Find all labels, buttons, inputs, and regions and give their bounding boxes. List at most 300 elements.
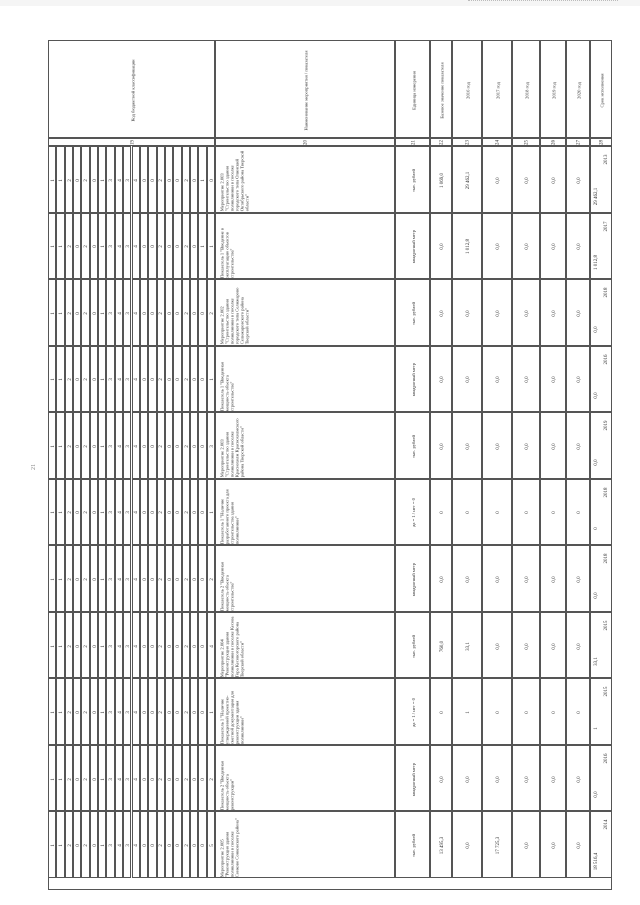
code-value: 2 <box>83 445 90 448</box>
code-value: 4 <box>133 511 140 515</box>
code-cell <box>65 545 73 612</box>
code-cell <box>182 545 190 612</box>
row-value: 0,0 <box>576 376 582 384</box>
code-cell <box>173 678 181 745</box>
code-cell <box>81 745 89 812</box>
code-cell <box>90 612 98 679</box>
value-cell <box>540 146 566 213</box>
row-label: Показатель 2 "Введенная мощность объекта реконструкции" <box>218 761 234 811</box>
row-year: 2019 <box>604 420 610 431</box>
code-cell <box>148 811 156 878</box>
row-value: 0,0 <box>524 443 530 450</box>
row-value: 0,0 <box>551 576 557 583</box>
code-cell <box>98 545 106 612</box>
code-value: 1 <box>49 844 56 848</box>
value-cell <box>452 745 482 812</box>
row-label: Мероприятие 2.002 "Строительство здания поликлиники в поселке городского типа Селижарово Селижаровского района Тверской области" <box>218 287 249 345</box>
code-value: 0 <box>191 578 198 581</box>
row-year: 2015 <box>604 620 610 631</box>
code-cell <box>132 346 140 413</box>
code-value: 0 <box>91 711 98 714</box>
code-value: 4 <box>116 245 123 249</box>
code-cell <box>115 412 123 479</box>
total-cell <box>590 213 612 280</box>
code-cell <box>207 745 215 812</box>
code-cell <box>65 479 73 546</box>
code-value: 3 <box>108 644 115 648</box>
column-number-cell <box>48 138 215 146</box>
code-value: 4 <box>133 644 140 648</box>
code-value: 0 <box>141 844 148 848</box>
code-value: 0 <box>174 245 181 249</box>
code-value: 2 <box>66 378 73 382</box>
code-value: 2 <box>158 445 165 448</box>
code-value: 3 <box>108 777 115 781</box>
code-cell <box>198 545 206 612</box>
code-cell <box>115 811 123 878</box>
row-value: 0,0 <box>495 310 501 317</box>
row-value: 0,0 <box>576 310 582 317</box>
row-total: 0,0 <box>594 592 600 599</box>
code-cell <box>190 678 198 745</box>
code-cell <box>190 612 198 679</box>
code-value: 1 <box>208 378 215 382</box>
row-year: 2015 <box>604 686 610 697</box>
total-cell <box>590 479 612 546</box>
code-value: 0 <box>74 578 81 581</box>
code-value: 3 <box>124 245 131 249</box>
code-value: 2 <box>183 178 190 182</box>
row-value: 0,0 <box>495 576 501 583</box>
code-cell <box>73 678 81 745</box>
value-cell <box>566 612 590 679</box>
code-cell <box>115 146 123 213</box>
code-value: 1 <box>58 378 65 382</box>
row-value: 0,0 <box>551 443 557 450</box>
value-cell <box>512 479 540 546</box>
code-value: 0 <box>199 378 206 382</box>
code-value: 0 <box>74 445 81 448</box>
code-value: 3 <box>124 777 131 781</box>
code-value: 2 <box>83 777 90 781</box>
code-value: 3 <box>108 711 115 714</box>
code-value: 1 <box>208 511 215 515</box>
code-value: 0 <box>149 578 156 581</box>
code-cell <box>140 346 148 413</box>
row-base: 0,0 <box>439 243 445 250</box>
code-value: 2 <box>66 245 73 249</box>
code-cell <box>173 545 181 612</box>
row-base: 1 069,0 <box>439 172 445 188</box>
code-value: 0 <box>174 312 181 315</box>
row-total: 0,0 <box>594 791 600 799</box>
code-value: 1 <box>58 511 65 515</box>
code-value: 0 <box>199 777 206 781</box>
row-value: 0 <box>551 511 557 515</box>
code-value: 0 <box>166 245 173 249</box>
header-cell <box>215 40 395 138</box>
code-cell <box>132 412 140 479</box>
value-cell <box>540 479 566 546</box>
base-cell <box>430 412 452 479</box>
value-cell <box>452 213 482 280</box>
code-value: 1 <box>58 445 65 448</box>
column-number-cell <box>430 138 452 146</box>
code-cell <box>81 146 89 213</box>
code-value: 0 <box>166 178 173 182</box>
code-value: 3 <box>124 445 131 448</box>
header-cell <box>590 40 612 138</box>
code-value: 0 <box>74 378 81 382</box>
row-value: 0,0 <box>465 842 471 849</box>
code-cell <box>65 811 73 878</box>
row-value: 0,0 <box>576 642 582 650</box>
code-value: 2 <box>66 178 73 182</box>
code-value: 0 <box>199 844 206 848</box>
code-cell <box>123 479 131 546</box>
code-value: 1 <box>58 777 65 781</box>
row-base: 0,0 <box>439 776 445 783</box>
code-cell <box>123 745 131 812</box>
row-total: 1 <box>594 727 600 730</box>
value-cell <box>482 479 512 546</box>
row-base: 13 495,3 <box>439 836 445 855</box>
code-value: 0 <box>191 777 198 781</box>
code-cell <box>123 146 131 213</box>
code-cell <box>165 545 173 612</box>
code-cell <box>165 279 173 346</box>
unit-cell <box>395 745 430 812</box>
code-cell <box>90 479 98 546</box>
code-value: 0 <box>174 711 181 714</box>
value-cell <box>452 612 482 679</box>
row-unit: квадратный метр <box>411 363 416 397</box>
value-cell <box>540 678 566 745</box>
code-value: 0 <box>91 844 98 848</box>
value-cell <box>512 213 540 280</box>
code-value: 2 <box>83 178 90 182</box>
code-cell <box>207 811 215 878</box>
code-cell <box>157 412 165 479</box>
code-value: 0 <box>166 445 173 448</box>
code-cell <box>190 213 198 280</box>
code-cell <box>198 346 206 413</box>
code-cell <box>198 745 206 812</box>
code-cell <box>148 146 156 213</box>
code-cell <box>165 479 173 546</box>
code-cell <box>165 811 173 878</box>
value-cell <box>452 811 482 878</box>
code-cell <box>90 545 98 612</box>
unit-cell <box>395 612 430 679</box>
code-value: 1 <box>58 644 65 648</box>
value-cell <box>512 811 540 878</box>
code-cell <box>73 745 81 812</box>
row-base: 0,0 <box>439 310 445 317</box>
code-cell <box>148 545 156 612</box>
row-base: 0,0 <box>439 443 445 450</box>
code-cell <box>48 279 56 346</box>
code-cell <box>173 346 181 413</box>
total-cell <box>590 412 612 479</box>
code-cell <box>198 479 206 546</box>
code-cell <box>123 412 131 479</box>
code-value: 4 <box>116 777 123 781</box>
code-value: 2 <box>183 777 190 781</box>
code-cell <box>140 146 148 213</box>
row-value: 0,0 <box>495 376 501 384</box>
row-value: 0 <box>576 511 582 515</box>
code-cell <box>56 811 64 878</box>
header-label: Срок исполнения <box>599 72 605 108</box>
code-cell <box>56 612 64 679</box>
code-value: 1 <box>49 178 56 182</box>
code-value: 0 <box>91 777 98 781</box>
value-cell <box>566 479 590 546</box>
code-cell <box>148 412 156 479</box>
code-cell <box>165 213 173 280</box>
code-cell <box>198 146 206 213</box>
row-value: 0,0 <box>551 642 557 650</box>
unit-cell <box>395 346 430 413</box>
value-cell <box>512 678 540 745</box>
row-value: 0,0 <box>576 576 582 583</box>
code-value: 3 <box>108 312 115 315</box>
row-value: 0,0 <box>576 443 582 450</box>
row-value: 0 <box>524 711 530 714</box>
code-cell <box>190 545 198 612</box>
code-value: 1 <box>99 711 106 714</box>
code-cell <box>56 346 64 413</box>
code-cell <box>56 479 64 546</box>
code-cell <box>56 279 64 346</box>
code-cell <box>198 213 206 280</box>
row-value: 0,0 <box>551 842 557 849</box>
code-value: 1 <box>49 578 56 581</box>
code-value: 1 <box>49 644 56 648</box>
code-value: 1 <box>99 844 106 848</box>
code-cell <box>207 279 215 346</box>
code-value: 3 <box>108 245 115 249</box>
row-value: 0 <box>495 711 501 714</box>
row-base: 0 <box>439 711 445 714</box>
code-cell <box>115 745 123 812</box>
base-cell <box>430 213 452 280</box>
code-cell <box>132 811 140 878</box>
code-cell <box>48 811 56 878</box>
column-number: 19 <box>130 140 135 145</box>
code-value: 2 <box>208 578 215 581</box>
code-cell <box>48 346 56 413</box>
code-value: 1 <box>58 711 65 714</box>
code-value: 4 <box>133 178 140 182</box>
code-cell <box>81 279 89 346</box>
code-cell <box>148 612 156 679</box>
code-cell <box>140 412 148 479</box>
code-value: 0 <box>74 178 81 182</box>
header-label: 2016 год <box>465 81 471 99</box>
value-cell <box>482 745 512 812</box>
code-value: 0 <box>199 445 206 448</box>
code-cell <box>148 213 156 280</box>
code-value: 0 <box>74 511 81 515</box>
code-value: 4 <box>116 178 123 182</box>
value-cell <box>452 279 482 346</box>
code-value: 0 <box>191 844 198 848</box>
row-value: 0,0 <box>465 576 471 583</box>
code-cell <box>140 545 148 612</box>
code-cell <box>48 146 56 213</box>
code-cell <box>165 412 173 479</box>
code-cell <box>207 612 215 679</box>
code-value: 2 <box>83 312 90 315</box>
value-cell <box>566 412 590 479</box>
code-cell <box>73 213 81 280</box>
code-cell <box>207 545 215 612</box>
value-cell <box>452 412 482 479</box>
code-cell <box>132 745 140 812</box>
code-cell <box>182 346 190 413</box>
row-value: 0,0 <box>551 243 557 250</box>
code-cell <box>98 346 106 413</box>
code-cell <box>157 612 165 679</box>
code-cell <box>48 412 56 479</box>
code-value: 1 <box>58 312 65 315</box>
code-cell <box>173 146 181 213</box>
code-value: 3 <box>108 445 115 448</box>
code-value: 2 <box>183 511 190 515</box>
code-cell <box>73 612 81 679</box>
value-cell <box>540 545 566 612</box>
code-value: 4 <box>133 844 140 848</box>
row-label-cell <box>215 412 395 479</box>
code-value: 1 <box>58 245 65 249</box>
value-cell <box>452 346 482 413</box>
code-cell <box>81 678 89 745</box>
code-cell <box>173 412 181 479</box>
row-unit: тыс. рублей <box>411 834 416 858</box>
code-value: 0 <box>199 511 206 515</box>
code-cell <box>140 279 148 346</box>
column-number: 27 <box>576 140 582 145</box>
row-value: 0,0 <box>524 576 530 583</box>
code-value: 2 <box>183 312 190 315</box>
code-cell <box>81 346 89 413</box>
row-label: Мероприятие 2.004 "Реконструкция здания поликлиники в поселке Кесова Гора Кесовогорского района Тверской области" <box>218 616 244 678</box>
row-base: 0,0 <box>439 376 445 384</box>
value-cell <box>566 678 590 745</box>
code-value: 1 <box>99 445 106 448</box>
code-cell <box>140 745 148 812</box>
code-cell <box>157 545 165 612</box>
unit-cell <box>395 146 430 213</box>
code-cell <box>65 745 73 812</box>
row-year: 2017 <box>604 221 610 232</box>
code-value: 1 <box>99 378 106 382</box>
row-year: 2018 <box>604 287 610 298</box>
code-value: 3 <box>124 312 131 315</box>
column-number: 22 <box>439 140 445 145</box>
code-value: 0 <box>191 511 198 515</box>
code-value: 0 <box>91 312 98 315</box>
code-cell <box>65 213 73 280</box>
code-value: 1 <box>99 578 106 581</box>
code-value: 2 <box>183 245 190 249</box>
row-value: 0 <box>551 711 557 714</box>
code-cell <box>190 346 198 413</box>
row-value: 0,0 <box>465 376 471 384</box>
code-value: 1 <box>49 312 56 315</box>
value-cell <box>566 745 590 812</box>
code-cell <box>157 811 165 878</box>
value-cell <box>566 146 590 213</box>
code-cell <box>106 146 114 213</box>
code-cell <box>48 678 56 745</box>
value-cell <box>566 346 590 413</box>
code-value: 4 <box>133 578 140 581</box>
code-cell <box>148 479 156 546</box>
row-year: 2018 <box>604 487 610 498</box>
header-label: 2019 год <box>551 81 557 99</box>
code-value: 0 <box>141 378 148 382</box>
row-value: 0 <box>524 511 530 515</box>
column-number: 28 <box>599 140 605 145</box>
code-cell <box>190 479 198 546</box>
row-unit: квадратный метр <box>411 762 416 796</box>
code-value: 1 <box>99 312 106 315</box>
code-cell <box>173 279 181 346</box>
value-cell <box>452 678 482 745</box>
column-number: 20 <box>303 140 309 145</box>
header-label: Наименование мероприятия / показателя <box>303 50 309 130</box>
unit-cell <box>395 213 430 280</box>
code-cell <box>90 213 98 280</box>
code-cell <box>198 412 206 479</box>
code-cell <box>65 279 73 346</box>
code-cell <box>98 811 106 878</box>
code-cell <box>73 279 81 346</box>
code-value: 3 <box>124 378 131 382</box>
code-value: 2 <box>183 711 190 714</box>
code-value: 1 <box>199 178 206 182</box>
row-value: 0,0 <box>524 177 530 184</box>
code-cell <box>207 213 215 280</box>
code-cell <box>198 279 206 346</box>
code-cell <box>48 612 56 679</box>
row-label: Показатель 1 "Введение в эксплуатацию объектов строительства" <box>218 227 234 279</box>
code-cell <box>115 612 123 679</box>
row-label: Показатель 1 "Наличие разработанного проекта для строительства здания поликлиники" <box>218 489 239 545</box>
base-cell <box>430 279 452 346</box>
code-cell <box>132 279 140 346</box>
row-value: 0 <box>576 711 582 714</box>
code-cell <box>123 213 131 280</box>
code-cell <box>56 146 64 213</box>
code-cell <box>140 213 148 280</box>
code-cell <box>98 279 106 346</box>
code-value: 2 <box>66 711 73 714</box>
code-cell <box>90 678 98 745</box>
code-cell <box>106 479 114 546</box>
column-number-cell <box>590 138 612 146</box>
row-total: 29 462,1 <box>594 187 600 205</box>
code-cell <box>165 346 173 413</box>
code-value: 0 <box>191 312 198 315</box>
code-cell <box>56 678 64 745</box>
row-value: 0,0 <box>524 243 530 250</box>
code-cell <box>98 612 106 679</box>
code-cell <box>148 678 156 745</box>
